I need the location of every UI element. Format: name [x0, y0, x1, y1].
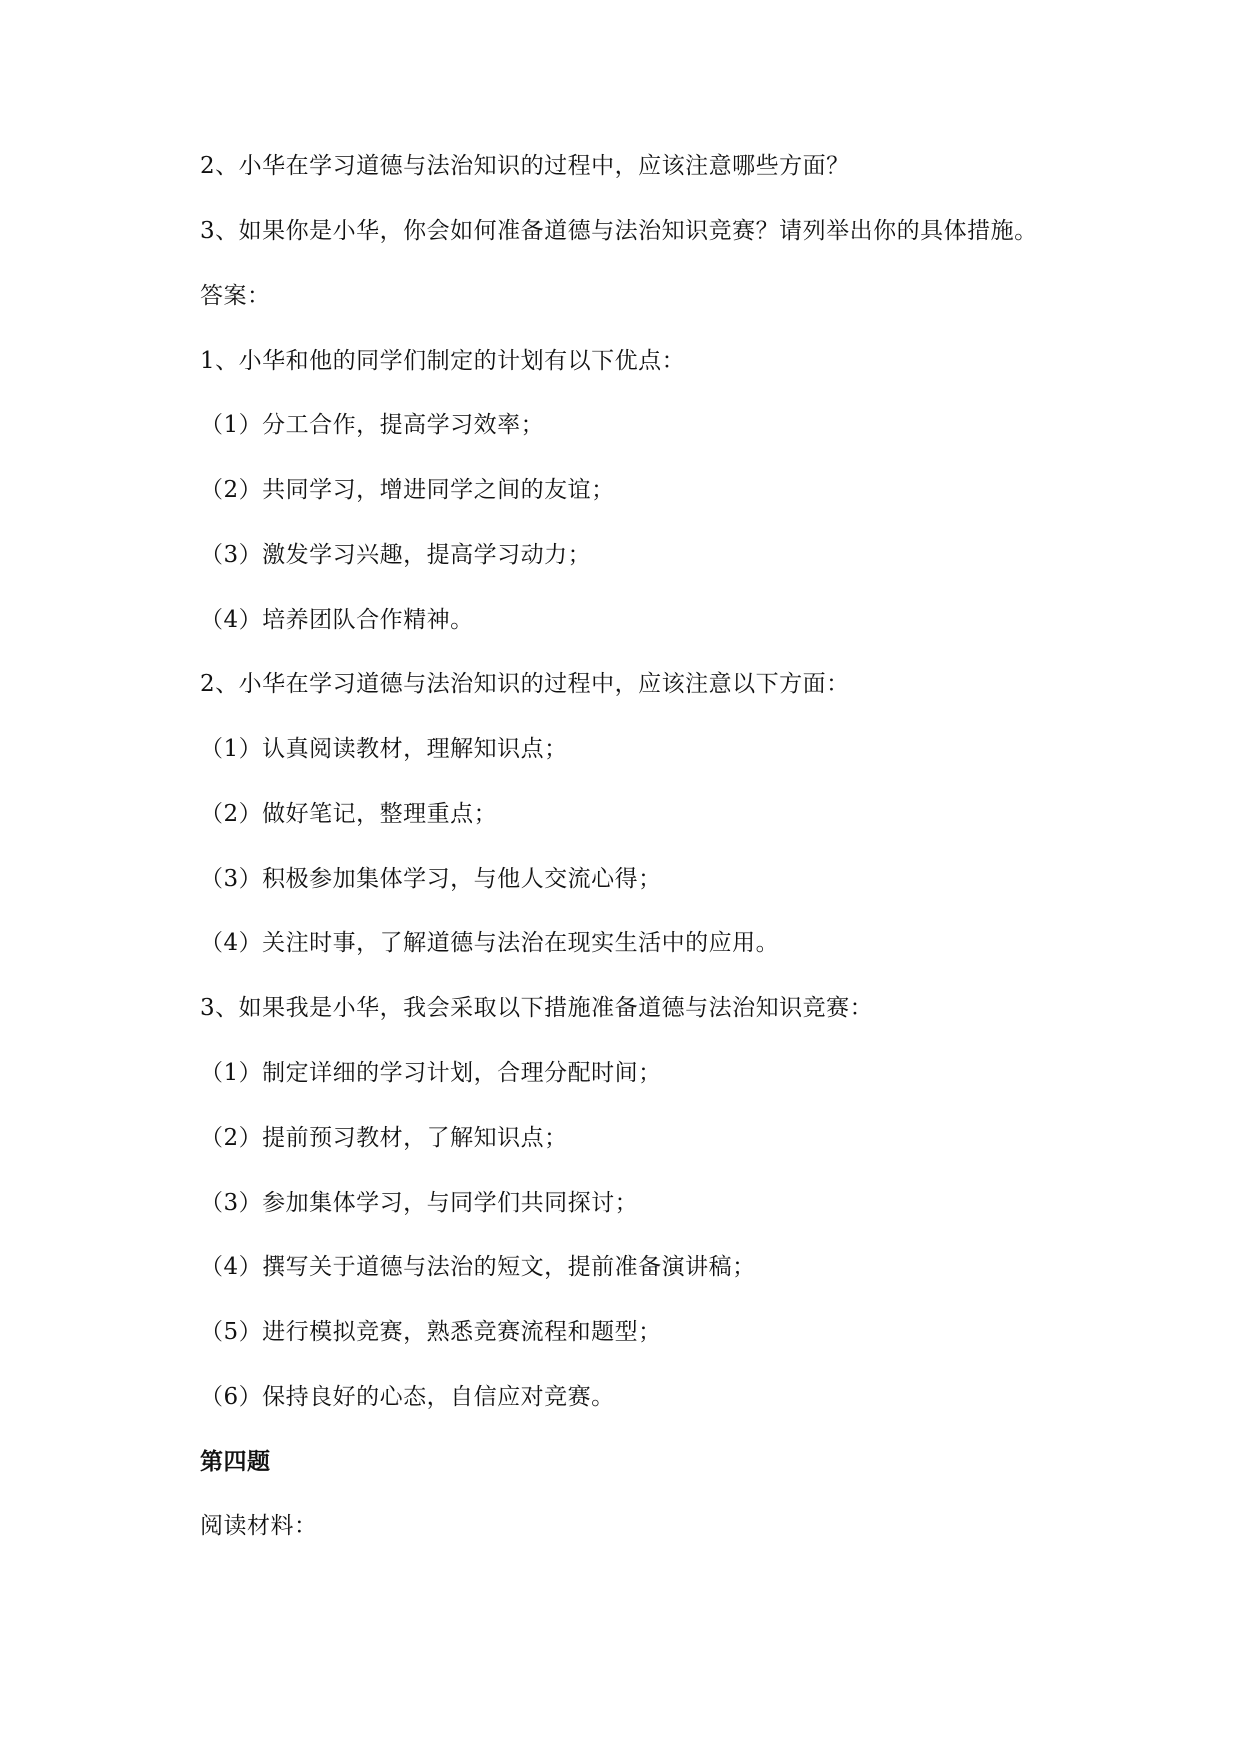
answer-2-item-2: （2）做好笔记，整理重点； [200, 801, 498, 827]
answer-3-item-2: （2）提前预习教材，了解知识点； [200, 1125, 568, 1151]
answer-1-item-2: （2）共同学习，增进同学之间的友谊； [200, 477, 615, 503]
answer-2-intro: 2、小华在学习道德与法治知识的过程中，应该注意以下方面： [200, 671, 850, 697]
answer-2-item-3: （3）积极参加集体学习，与他人交流心得； [200, 866, 662, 892]
answer-3-item-1: （1）制定详细的学习计划，合理分配时间； [200, 1060, 662, 1086]
answer-3-item-3: （3）参加集体学习，与同学们共同探讨； [200, 1190, 639, 1216]
answer-1-intro: 1、小华和他的同学们制定的计划有以下优点： [200, 348, 686, 374]
answer-2-item-1: （1）认真阅读教材，理解知识点； [200, 736, 568, 762]
answer-1-item-1: （1）分工合作，提高学习效率； [200, 412, 545, 438]
answer-3-intro: 3、如果我是小华，我会采取以下措施准备道德与法治知识竞赛： [200, 995, 874, 1021]
answer-2-item-4: （4）关注时事，了解道德与法治在现实生活中的应用。 [200, 930, 780, 956]
section-heading: 第四题 [200, 1449, 271, 1475]
answer-1-item-4: （4）培养团队合作精神。 [200, 607, 474, 633]
answer-3-item-5: （5）进行模拟竞赛，熟悉竞赛流程和题型； [200, 1319, 662, 1345]
question-2: 2、小华在学习道德与法治知识的过程中，应该注意哪些方面？ [200, 153, 850, 179]
answer-1-item-3: （3）激发学习兴趣，提高学习动力； [200, 542, 592, 568]
answer-3-item-4: （4）撰写关于道德与法治的短文，提前准备演讲稿； [200, 1254, 756, 1280]
answer-3-item-6: （6）保持良好的心态，自信应对竞赛。 [200, 1384, 615, 1410]
question-3: 3、如果你是小华，你会如何准备道德与法治知识竞赛？请列举出你的具体措施。 [200, 218, 1038, 244]
answer-label: 答案： [200, 283, 271, 309]
reading-material-label: 阅读材料： [200, 1513, 318, 1539]
